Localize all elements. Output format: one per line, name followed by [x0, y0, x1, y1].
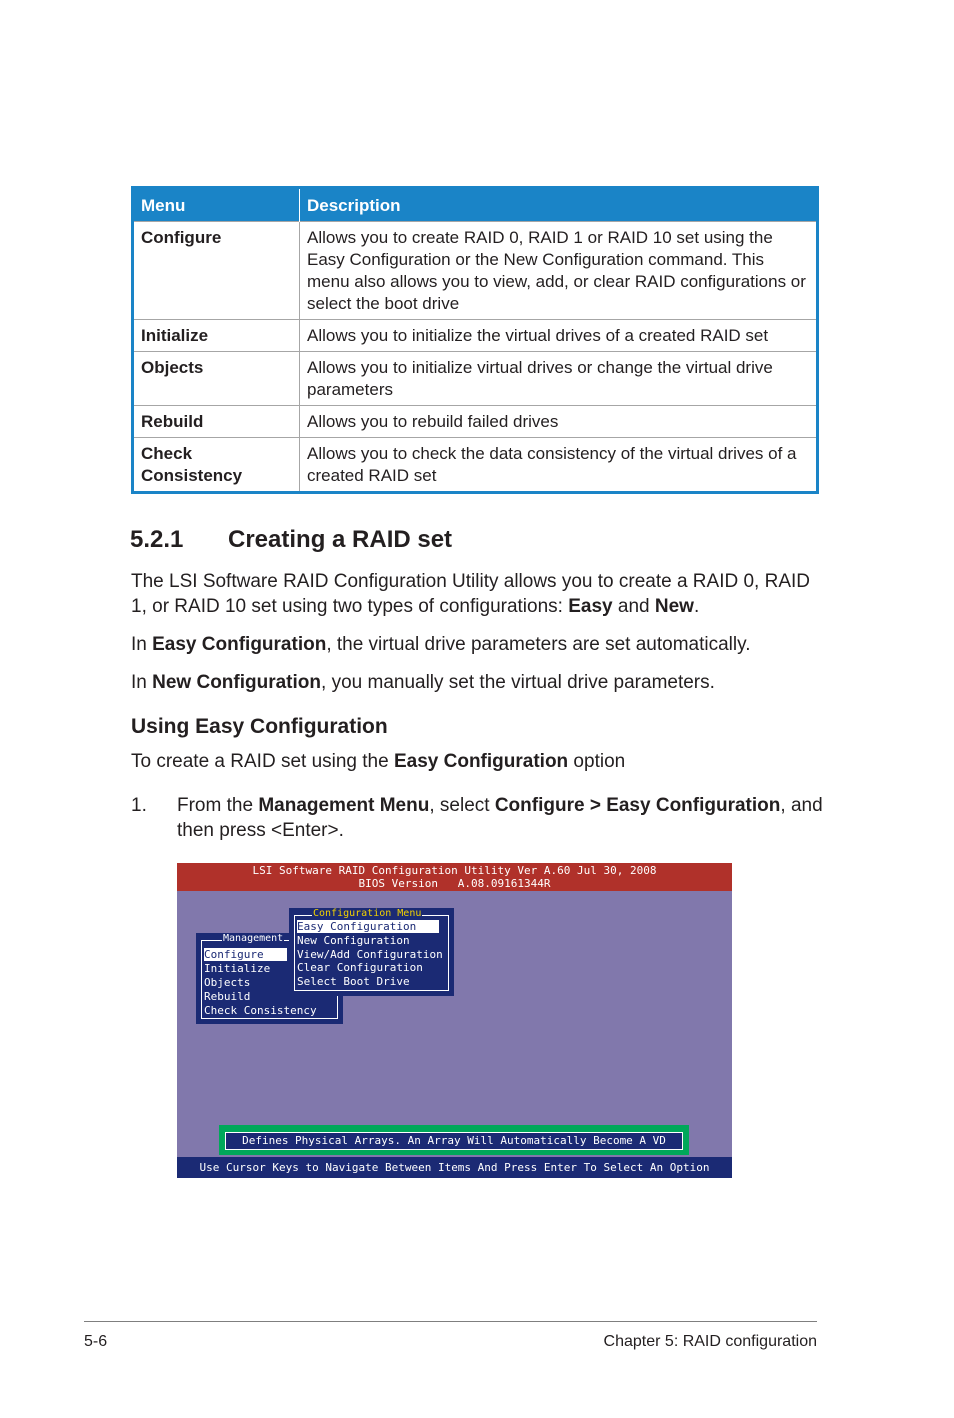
new-config-text: , you manually set the virtual drive parameters.	[321, 672, 715, 693]
intro-text-and: and	[612, 596, 655, 617]
menu-item-clear-configuration[interactable]: Clear Configuration	[297, 961, 423, 974]
menu-item-check-consistency[interactable]: Check Consistency	[204, 1004, 317, 1017]
new-config-term: New Configuration	[152, 672, 322, 693]
hint-text: Defines Physical Arrays. An Array Will Automatically Become A VD	[225, 1132, 683, 1150]
table-row	[133, 438, 818, 493]
easy-config-paragraph	[131, 632, 831, 657]
menu-cell: Initialize	[133, 320, 300, 352]
lead-text: To create a RAID set using the	[131, 751, 394, 772]
intro-new-term: New	[654, 596, 694, 617]
subsection-heading: Using Easy Configuration	[131, 715, 388, 738]
description-cell: Allows you to create RAID 0, RAID 1 or RAID 10 set using the Easy Configuration or the New Configuration command. This menu also allows you to view, add, or clear RAID configurations or select the boot drive	[300, 222, 818, 320]
menu-cell: Objects	[133, 352, 300, 406]
table-row	[133, 320, 818, 352]
menu-cell: Rebuild	[133, 406, 300, 438]
table-header-row	[133, 188, 818, 222]
configuration-menu	[289, 908, 454, 996]
bios-version: BIOS Version A.08.09161344R	[358, 877, 551, 890]
section-title: Creating a RAID set	[228, 526, 453, 553]
subsection-lead	[131, 749, 831, 774]
section-number: 5.2.1	[130, 526, 184, 553]
bios-title: LSI Software RAID Configuration Utility Ver A.60 Jul 30, 2008	[252, 864, 657, 877]
step-term-path: Configure > Easy Configuration	[494, 795, 781, 816]
column-header-description: Description	[300, 188, 818, 222]
easy-config-term: Easy Configuration	[152, 634, 327, 655]
bios-header	[177, 863, 732, 891]
menu-item-rebuild[interactable]: Rebuild	[204, 990, 251, 1003]
menu-item-new-configuration[interactable]: New Configuration	[297, 934, 410, 947]
new-config-prefix: In	[131, 672, 153, 693]
intro-easy-term: Easy	[568, 596, 613, 617]
menu-description-table	[131, 186, 819, 494]
description-cell: Allows you to check the data consistency of the virtual drives of a created RAID set	[300, 438, 818, 493]
menu-cell: Check Consistency	[133, 438, 300, 493]
footer-divider	[84, 1321, 817, 1322]
menu-item-view-add-configuration[interactable]: View/Add Configuration	[297, 948, 443, 961]
step-term-menu: Management Menu	[258, 795, 430, 816]
description-cell: Allows you to initialize virtual drives or change the virtual drive parameters	[300, 352, 818, 406]
new-config-paragraph	[131, 670, 831, 695]
description-cell: Allows you to rebuild failed drives	[300, 406, 818, 438]
easy-config-prefix: In	[131, 634, 153, 655]
table-row	[133, 352, 818, 406]
description-cell: Allows you to initialize the virtual drives of a created RAID set	[300, 320, 818, 352]
lead-text-end: option	[568, 751, 626, 772]
chapter-label: Chapter 5: RAID configuration	[603, 1333, 817, 1350]
step-text-c: , select	[429, 795, 495, 816]
step-text	[177, 793, 827, 843]
step-text-e: , and then press <Enter>.	[177, 795, 823, 841]
step-number: 1.	[131, 795, 147, 816]
step-text-a: From the	[177, 795, 259, 816]
menu-item-select-boot-drive[interactable]: Select Boot Drive	[297, 975, 410, 988]
lead-term: Easy Configuration	[393, 751, 569, 772]
menu-item-initialize[interactable]: Initialize	[204, 962, 271, 975]
section-heading	[130, 524, 452, 556]
bios-status-bar: Use Cursor Keys to Navigate Between Items And Press Enter To Select An Option	[177, 1157, 732, 1178]
management-menu-title: Management	[223, 933, 284, 944]
configuration-menu-title: Configuration Menu	[313, 908, 422, 919]
menu-cell: Configure	[133, 222, 300, 320]
table-row	[133, 222, 818, 320]
easy-config-text: , the virtual drive parameters are set automatically.	[326, 634, 751, 655]
menu-item-configure[interactable]: Configure	[204, 948, 287, 961]
page-number: 5-6	[84, 1333, 108, 1350]
intro-text: The LSI Software RAID Configuration Utility allows you to create a RAID 0, RAID 1, or RAID 10 set using two types of configurations:	[131, 571, 810, 617]
table-row	[133, 406, 818, 438]
bios-screenshot	[177, 863, 732, 1178]
menu-item-objects[interactable]: Objects	[204, 976, 251, 989]
menu-item-easy-configuration[interactable]: Easy Configuration	[297, 920, 439, 933]
intro-text-end: .	[693, 596, 700, 617]
column-header-menu: Menu	[133, 188, 300, 222]
hint-panel	[219, 1125, 689, 1155]
intro-paragraph	[131, 569, 831, 619]
